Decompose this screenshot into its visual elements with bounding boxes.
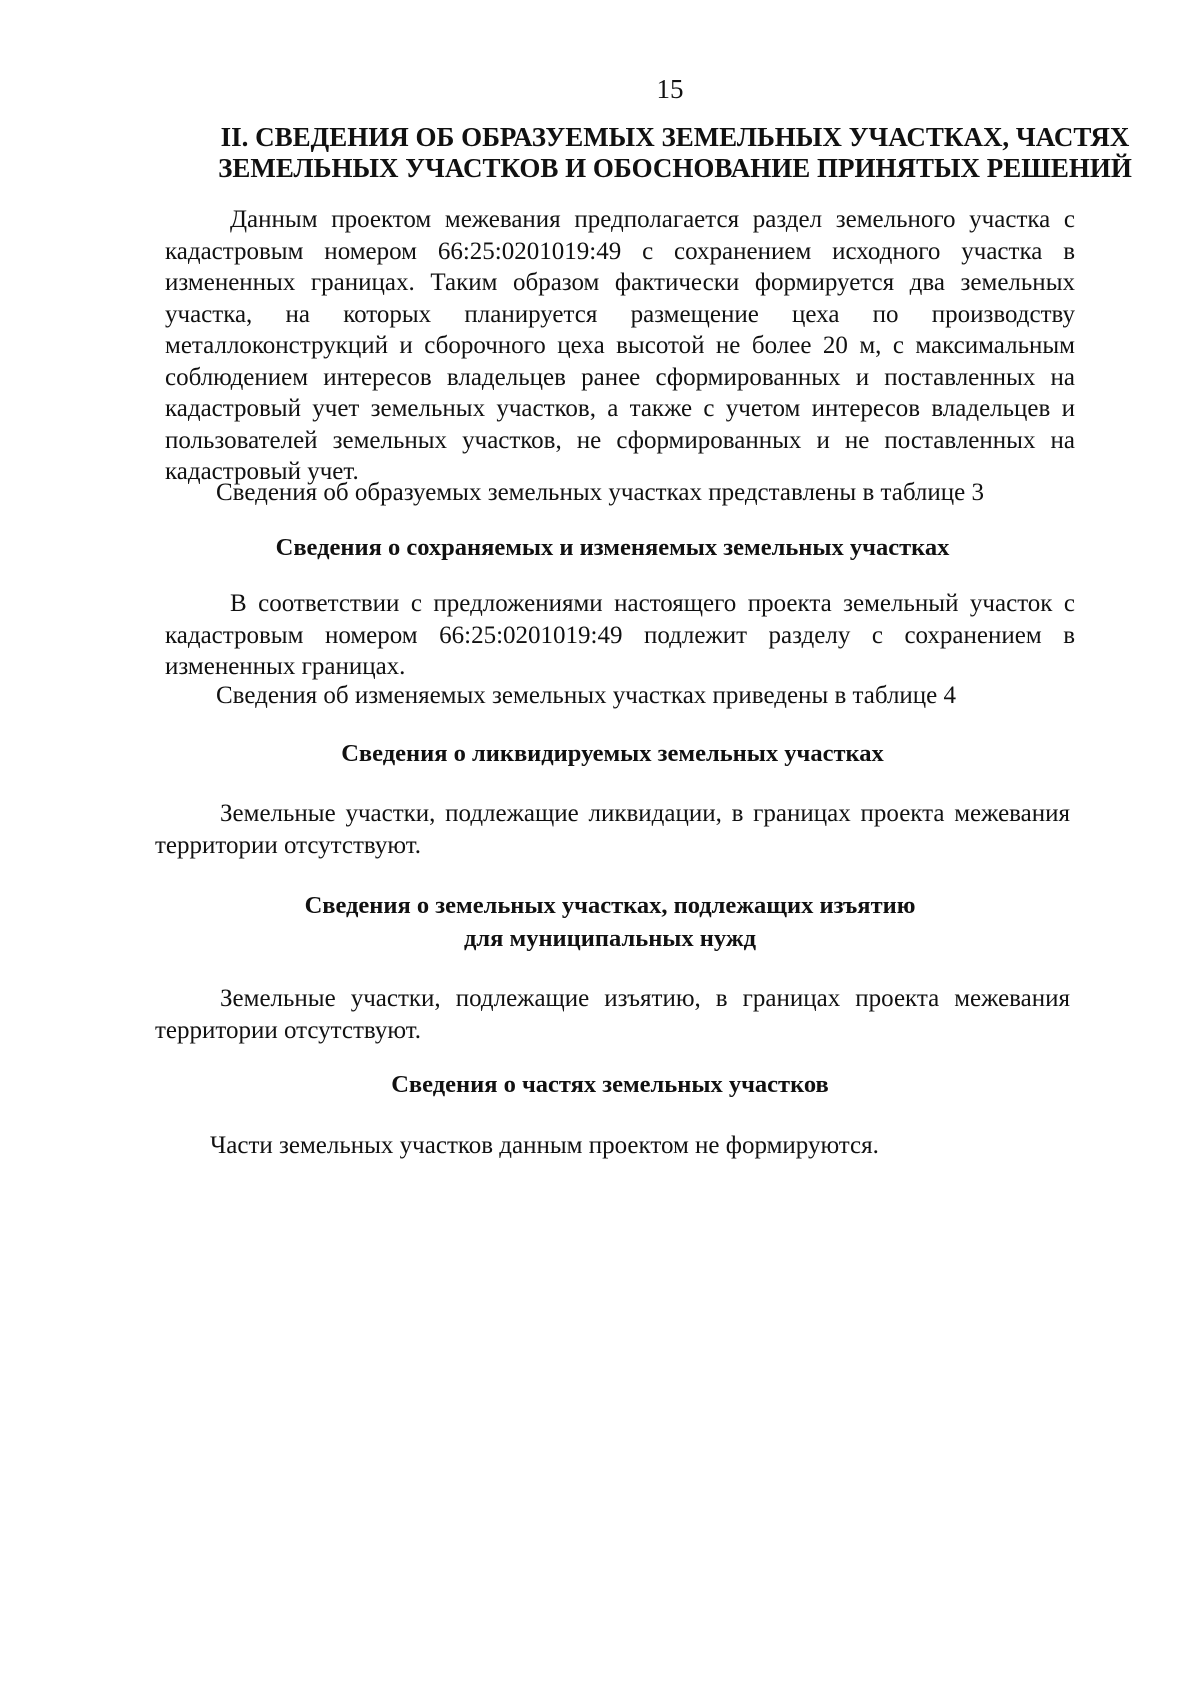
liquidated-paragraph: Земельные участки, подлежащие ликвидации, в границах проекта межевания территории отсутствуют. [155,800,1070,859]
preserved-heading: Сведения о сохраняемых и изменяемых земельных участках [275,534,950,561]
page-number: 15 [656,74,684,104]
withdrawal-heading-line-2: для муниципальных нужд [463,925,757,952]
withdrawal-heading-line-1: Сведения о земельных участках, подлежащих изъятию [304,892,916,919]
preserved-table-reference: Сведения об изменяемых земельных участках приведены в таблице 4 [216,682,957,709]
preserved-paragraph: В соответствии с предложениями настоящего проекта земельный участок с кадастровым номером 66:25:0201019:49 подлежит разделу с сохранением в измененных границах. [165,590,1075,680]
withdrawal-paragraph: Земельные участки, подлежащие изъятию, в границах проекта межевания территории отсутствуют. [155,985,1070,1044]
parts-paragraph: Части земельных участков данным проектом не формируются. [210,1132,879,1159]
liquidated-heading: Сведения о ликвидируемых земельных участках [341,740,884,767]
parts-heading: Сведения о частях земельных участков [391,1071,829,1098]
section-title [175,122,1175,184]
withdrawal-heading [170,889,1050,955]
section-title-line-2: ЗЕМЕЛЬНЫХ УЧАСТКОВ И ОБОСНОВАНИЕ ПРИНЯТЫХ РЕШЕНИЙ [218,153,1132,183]
section-title-line-1: II. СВЕДЕНИЯ ОБ ОБРАЗУЕМЫХ ЗЕМЕЛЬНЫХ УЧАСТКАХ, ЧАСТЯХ [220,122,1130,152]
intro-paragraph: Данным проектом межевания предполагается раздел земельного участка с кадастровым номером 66:25:0201019:49 с сохранением исходного участка в измененных границах. Таким образом фактически формируется два земельных участка, на которых планируется размещение цеха по производству металлоконструкций и сборочного цеха высотой не более 20 м, с максимальным соблюдением интересов владельцев ранее сформированных и поставленных на кадастровый учет земельных участков, а также с учетом интересов владельцев и пользователей земельных участков, не сформированных и не поставленных на кадастровый учет. [165,206,1075,485]
intro-table-reference: Сведения об образуемых земельных участках представлены в таблице 3 [216,479,985,506]
